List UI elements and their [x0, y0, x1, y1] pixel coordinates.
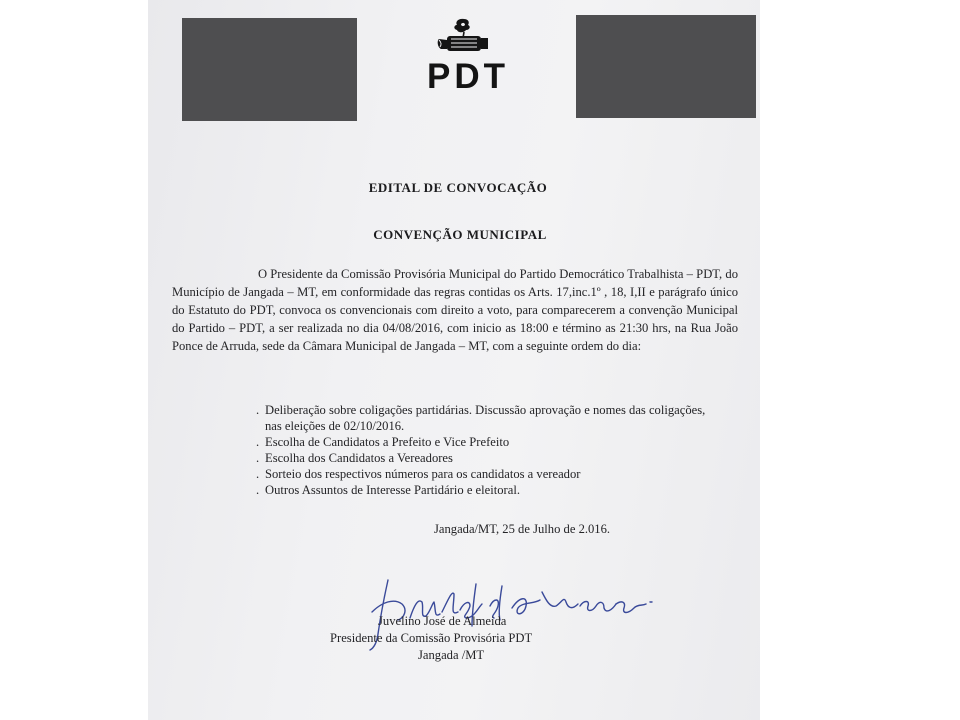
agenda-bullet: . [256, 483, 260, 497]
agenda-bullet: . [256, 467, 260, 481]
agenda-item [256, 450, 706, 466]
agenda-item [256, 482, 706, 498]
signatory-place: Jangada /MT [418, 648, 485, 662]
agenda-item-text: Escolha de Candidatos a Prefeito e Vice Prefeito [265, 435, 510, 449]
agenda-item [256, 466, 706, 482]
agenda-bullet: . [256, 435, 260, 449]
signatory-role: Presidente da Comissão Provisória PDT [330, 631, 533, 645]
pdt-emblem-icon [428, 16, 498, 56]
agenda-item-text: Sorteio dos respectivos números para os candidatos a vereador [265, 467, 581, 481]
document-title: EDITAL DE CONVOCAÇÃO [368, 180, 548, 195]
agenda-item-text: Escolha dos Candidatos a Vereadores [265, 451, 453, 465]
agenda-list [256, 402, 706, 498]
agenda-bullet: . [256, 403, 260, 417]
agenda-item-text: Outros Assuntos de Interesse Partidário e eleitoral. [265, 483, 520, 497]
agenda-item-text: Deliberação sobre coligações partidárias. Discussão aprovação e nomes das coligações, nas eleições de 02/10/2016. [265, 403, 706, 433]
logo-wordmark: PDT [427, 57, 509, 96]
agenda-item [256, 434, 706, 450]
document-page [148, 0, 760, 720]
redacted-block-right [576, 15, 756, 118]
redacted-block-left [182, 18, 357, 121]
agenda-bullet: . [256, 451, 260, 465]
convocation-paragraph: O Presidente da Comissão Provisória Municipal do Partido Democrático Trabalhista – PDT, do Município de Jangada – MT, em conformidade das regras contidas os Arts. 17,inc.1º , 18, I,II e parágrafo único do Estatuto do PDT, convoca os convencionais com direito a voto, para comparecerem a convenção Municipal do Partido – PDT, a ser realizada no dia 04/08/2016, com inicio as 18:00 e término as 21:30 hrs, na Rua João Ponce de Arruda, sede da Câmara Municipal de Jangada – MT, com a seguinte ordem do dia: [172, 267, 738, 354]
document-subtitle: CONVENÇÃO MUNICIPAL [373, 227, 547, 242]
pdt-logo [380, 16, 556, 94]
agenda-item [256, 402, 706, 434]
date-line: Jangada/MT, 25 de Julho de 2.016. [434, 522, 611, 536]
signatory-name: Juvelino José de Almeida [378, 614, 507, 628]
